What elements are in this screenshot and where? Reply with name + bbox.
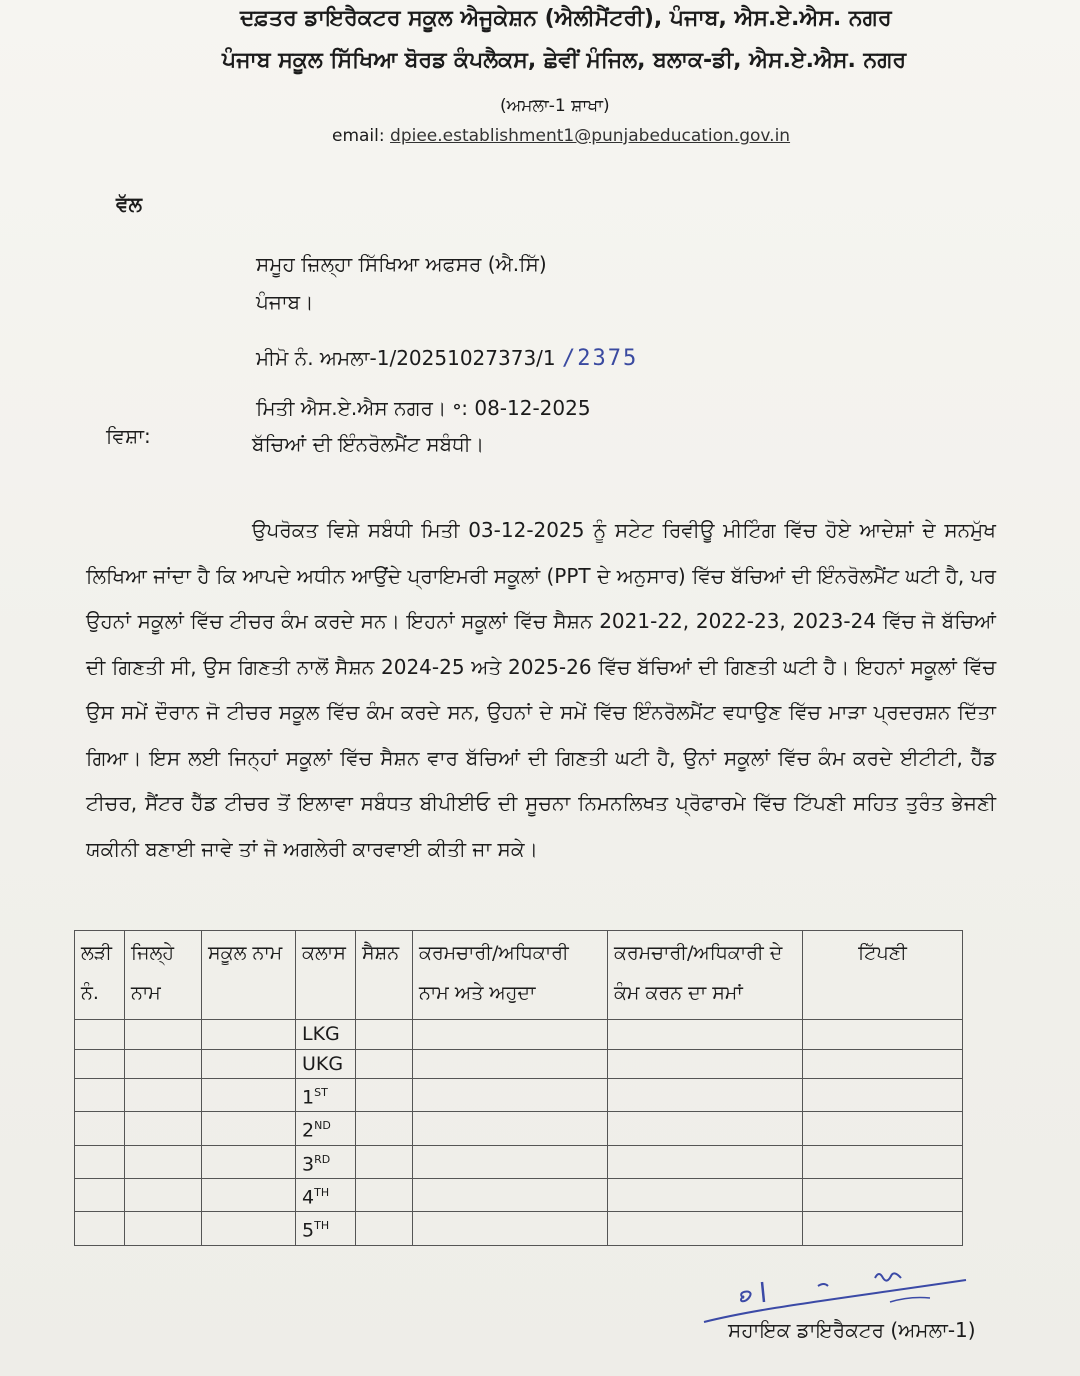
email-label: email: (332, 126, 385, 146)
email-link[interactable]: dpiee.establishment1@punjabeducation.gov.in (390, 126, 791, 146)
office-header-line1: ਦਫ਼ਤਰ ਡਾਇਰੈਕਟਰ ਸਕੂਲ ਐਜੂਕੇਸ਼ਨ (ਐਲੀਮੈਂਟਰੀ), ਪੰਜਾਬ, ਐਸ.ਏ.ਐਸ. ਨਗਰ (240, 6, 892, 31)
header-school-name: ਸਕੂਲ ਨਾਮ (202, 931, 296, 1020)
memo-handwritten-number: /2375 (562, 346, 639, 371)
class-cell: 3RD (296, 1145, 356, 1178)
addressee-line1: ਸਮੂਹ ਜ਼ਿਲ੍ਹਾ ਸਿੱਖਿਆ ਅਫਸਰ (ਐ.ਸਿੱ) (256, 252, 547, 276)
table-header-row (75, 931, 963, 1020)
class-cell: LKG (296, 1020, 356, 1050)
class-cell: 5TH (296, 1212, 356, 1245)
table-row (75, 1049, 963, 1079)
class-cell: 4TH (296, 1178, 356, 1211)
table-row (75, 1079, 963, 1112)
email-line (332, 126, 790, 146)
header-class: ਕਲਾਸ (296, 931, 356, 1020)
date-line: ਮਿਤੀ ਐਸ.ਏ.ਐਸ ਨਗਰ। ॰: 08-12-2025 (256, 396, 591, 420)
memo-label: ਮੀਮੋ ਨੰ. ਅਮਲਾ-1/20251027373/1 (256, 346, 556, 370)
office-header-line2: ਪੰਜਾਬ ਸਕੂਲ ਸਿੱਖਿਆ ਬੋਰਡ ਕੰਪਲੈਕਸ, ਛੇਵੀਂ ਮੰਜਿਲ, ਬਲਾਕ-ਡੀ, ਐਸ.ਏ.ਐਸ. ਨਗਰ (222, 48, 907, 73)
addressee-line2: ਪੰਜਾਬ। (256, 290, 314, 314)
body-paragraph: ਉਪਰੋਕਤ ਵਿਸ਼ੇ ਸਬੰਧੀ ਮਿਤੀ 03-12-2025 ਨੂੰ ਸਟੇਟ ਰਿਵੀਊ ਮੀਟਿੰਗ ਵਿੱਚ ਹੋਏ ਆਦੇਸ਼ਾਂ ਦੇ ਸਨਮੁੱਖ ਲਿਖਿਆ ਜਾਂਦਾ ਹੈ ਕਿ ਆਪਦੇ ਅਧੀਨ ਆਉਂਦੇ ਪ੍ਰਾਇਮਰੀ ਸਕੂਲਾਂ (PPT ਦੇ ਅਨੁਸਾਰ) ਵਿੱਚ ਬੱਚਿਆਂ ਦੀ ਇੰਨਰੋਲਮੈਂਟ ਘਟੀ ਹੈ, ਪਰ ਉਹਨਾਂ ਸਕੂਲਾਂ ਵਿੱਚ ਟੀਚਰ ਕੰਮ ਕਰਦੇ ਸਨ। ਇਹਨਾਂ ਸਕੂਲਾਂ ਵਿੱਚ ਸੈਸ਼ਨ 2021-22, 2022-23, 2023-24 ਵਿੱਚ ਜੋ ਬੱਚਿਆਂ ਦੀ ਗਿਣਤੀ ਸੀ, ਉਸ ਗਿਣਤੀ ਨਾਲੋਂ ਸੈਸ਼ਨ 2024-25 ਅਤੇ 2025-26 ਵਿੱਚ ਬੱਚਿਆਂ ਦੀ ਗਿਣਤੀ ਘਟੀ ਹੈ। ਇਹਨਾਂ ਸਕੂਲਾਂ ਵਿੱਚ ਉਸ ਸਮੇਂ ਦੌਰਾਨ ਜੋ ਟੀਚਰ ਸਕੂਲ ਵਿੱਚ ਕੰਮ ਕਰਦੇ ਸਨ, ਉਹਨਾਂ ਦੇ ਸਮੇਂ ਵਿੱਚ ਇੰਨਰੋਲਮੈਂਟ ਵਧਾਉਣ ਵਿੱਚ ਮਾੜਾ ਪ੍ਰਦਰਸ਼ਨ ਦਿੱਤਾ ਗਿਆ। ਇਸ ਲਈ ਜਿਨ੍ਹਾਂ ਸਕੂਲਾਂ ਵਿੱਚ ਸੈਸ਼ਨ ਵਾਰ ਬੱਚਿਆਂ ਦੀ ਗਿਣਤੀ ਘਟੀ ਹੈ, ਉਨਾਂ ਸਕੂਲਾਂ ਵਿੱਚ ਕੰਮ ਕਰਦੇ ਈਟੀਟੀ, ਹੈੱਡ ਟੀਚਰ, ਸੈਂਟਰ ਹੈੱਡ ਟੀਚਰ ਤੋਂ ਇਲਾਵਾ ਸਬੰਧਤ ਬੀਪੀਈਓ ਦੀ ਸੂਚਨਾ ਨਿਮਨਲਿਖਤ ਪ੍ਰੋਫਾਰਮੇ ਵਿੱਚ ਟਿੱਪਣੀ ਸਹਿਤ ਤੁਰੰਤ ਭੇਜਣੀ ਯਕੀਨੀ ਬਣਾਈ ਜਾਵੇ ਤਾਂ ਜੋ ਅਗਲੇਰੀ ਕਾਰਵਾਈ ਕੀਤੀ ਜਾ ਸਕੇ। (86, 518, 996, 861)
class-cell: UKG (296, 1049, 356, 1079)
table-row (75, 1145, 963, 1178)
header-remarks: ਟਿੱਪਣੀ (803, 931, 963, 1020)
table-row (75, 1020, 963, 1050)
class-cell: 2ND (296, 1112, 356, 1145)
table-row (75, 1112, 963, 1145)
class-cell: 1ST (296, 1079, 356, 1112)
header-session: ਸੈਸ਼ਨ (356, 931, 413, 1020)
table-row (75, 1178, 963, 1211)
table-row (75, 1212, 963, 1245)
memo-number (256, 346, 638, 371)
header-employee-work-period: ਕਰਮਚਾਰੀ/ਅਧਿਕਾਰੀ ਦੇ ਕੰਮ ਕਰਨ ਦਾ ਸਮਾਂ (608, 931, 803, 1020)
branch-label: (ਅਮਲਾ-1 ਸ਼ਾਖਾ) (500, 96, 610, 116)
proforma-table (74, 930, 963, 1246)
subject-text: ਬੱਚਿਆਂ ਦੀ ਇੰਨਰੋਲਮੈਂਟ ਸਬੰਧੀ। (252, 432, 485, 456)
to-label: ਵੱਲ (116, 192, 143, 216)
header-serial-no: ਲੜੀ ਨੰ. (75, 931, 125, 1020)
header-district-name: ਜਿਲ੍ਹੇ ਨਾਮ (125, 931, 202, 1020)
header-employee-name-designation: ਕਰਮਚਾਰੀ/ਅਧਿਕਾਰੀ ਨਾਮ ਅਤੇ ਅਹੁਦਾ (413, 931, 608, 1020)
subject-label: ਵਿਸ਼ਾ: (106, 424, 151, 448)
signatory-designation: ਸਹਾਇਕ ਡਾਇਰੈਕਟਰ (ਅਮਲਾ-1) (728, 1318, 976, 1342)
